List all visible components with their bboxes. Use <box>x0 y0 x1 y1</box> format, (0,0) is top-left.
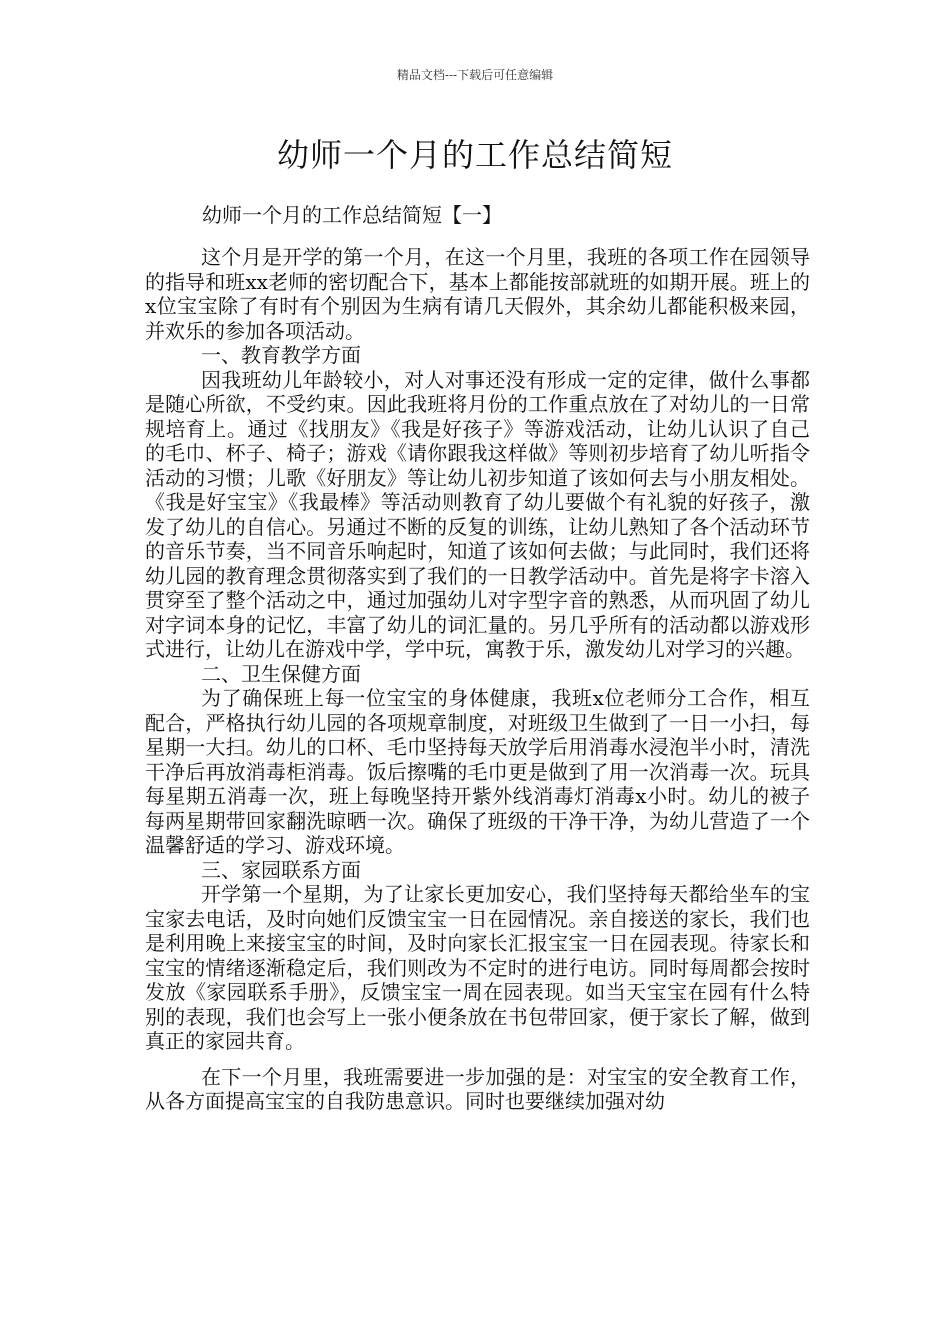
document-title: 幼师一个月的工作总结简短 <box>276 136 673 174</box>
paragraph-intro: 这个月是开学的第一个月，在这一个月里，我班的各项工作在园领导的指导和班xx老师的密切配合下，基本上都能按部就班的如期开展。班上的x位宝宝除了有时有个别因为生病有请几天假外，其余幼儿都能积极来园，并欢乐的参加各项活动。 <box>145 245 810 343</box>
paragraph-next-month: 在下一个月里，我班需要进一步加强的是：对宝宝的安全教育工作，从各方面提高宝宝的自我防患意识。同时也要继续加强对幼 <box>145 1064 810 1113</box>
page-header: 精品文档---下载后可任意编辑 <box>396 68 554 82</box>
heading-health: 二、卫生保健方面 <box>201 661 361 686</box>
paragraph-home-school: 开学第一个星期，为了让家长更加安心，我们坚持每天都给坐车的宝宝家去电话，及时向她们反馈宝宝一日在园情况。亲自接送的家长，我们也是利用晚上来接宝宝的时间，及时向家长汇报宝宝一日在园表现。待家长和宝宝的情绪逐渐稳定后，我们则改为不定时的进行电访。同时每周都会按时发放《家园联系手册》，反馈宝宝一周在园表现。如当天宝宝在园有什么特别的表现，我们也会写上一张小便条放在书包带回家，便于家长了解，做到真正的家园共育。 <box>145 882 810 1053</box>
heading-home-school: 三、家园联系方面 <box>201 857 361 882</box>
document-body <box>145 245 810 1114</box>
section-subtitle: 幼师一个月的工作总结简短【一】 <box>202 203 502 227</box>
paragraph-health: 为了确保班上每一位宝宝的身体健康，我班x位老师分工合作，相互配合，严格执行幼儿园的各项规章制度，对班级卫生做到了一日一小扫，每星期一大扫。幼儿的口杯、毛巾坚持每天放学后用消毒水浸泡半小时，清洗干净后再放消毒柜消毒。饭后擦嘴的毛巾更是做到了用一次消毒一次。玩具每星期五消毒一次，班上每晚坚持开紫外线消毒灯消毒x小时。幼儿的被子每两星期带回家翻洗晾晒一次。确保了班级的干净干净，为幼儿营造了一个温馨舒适的学习、游戏环境。 <box>145 686 810 857</box>
heading-teaching: 一、教育教学方面 <box>201 343 361 367</box>
paragraph-teaching: 因我班幼儿年龄较小，对人对事还没有形成一定的定律，做什么事都是随心所欲，不受约束。因此我班将月份的工作重点放在了对幼儿的一日常规培育上。通过《找朋友》《我是好孩子》等游戏活动，让幼儿认识了自己的毛巾、杯子、椅子；游戏《请你跟我这样做》等则初步培育了幼儿听指令活动的习惯；儿歌《好朋友》等让幼儿初步知道了该如何去与小朋友相处。《我是好宝宝》《我最棒》等活动则教育了幼儿要做个有礼貌的好孩子，激发了幼儿的自信心。另通过不断的反复的训练，让幼儿熟知了各个活动环节的音乐节奏，当不同音乐响起时，知道了该如何去做；与此同时，我们还将幼儿园的教育理念贯彻落实到了我们的一日教学活动中。首先是将字卡溶入贯穿至了整个活动之中，通过加强幼儿对字型字音的熟悉，从而巩固了幼儿对字词本身的记忆，丰富了幼儿的词汇量的。另几乎所有的活动都以游戏形式进行，让幼儿在游戏中学，学中玩，寓教于乐，激发幼儿对学习的兴趣。 <box>145 367 810 661</box>
